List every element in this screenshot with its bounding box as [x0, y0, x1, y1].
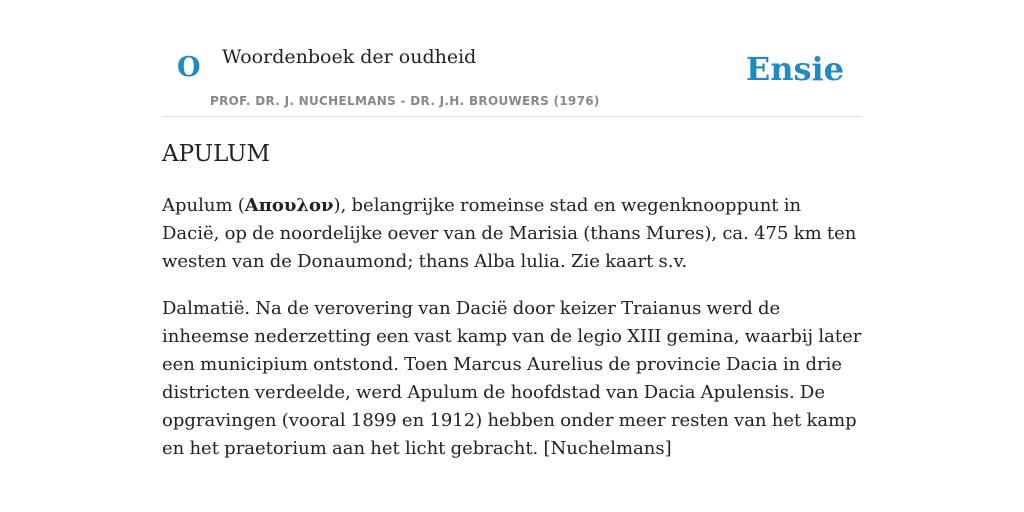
entry-title: APULUM [162, 141, 271, 167]
entry-paragraph-1 [162, 192, 862, 276]
dictionary-entry-page [162, 0, 862, 512]
dictionary-header [162, 0, 862, 117]
paragraph-1-intro: Apulum ( [162, 195, 245, 216]
letter-index-link[interactable]: O [177, 52, 201, 83]
dictionary-authors: PROF. DR. J. NUCHELMANS - DR. J.H. BROUWERS (1976) [210, 94, 600, 108]
dictionary-title[interactable]: Woordenboek der oudheid [222, 46, 477, 68]
greek-name: Απουλον [244, 195, 334, 216]
ensie-logo[interactable]: Ensie [745, 50, 844, 88]
entry-paragraph-2: Dalmatië. Na de verovering van Dacië door keizer Traianus werd de inheemse nederzetting een vast kamp van de legio XIII gemina, waarbij later een municipium ontstond. Toen Marcus Aurelius de provincie Dacia in drie districten verdeelde, werd Apulum de hoofdstad van Dacia Apulensis. De opgravingen (vooral 1899 en 1912) hebben onder meer resten van het kamp en het praetorium aan het licht gebracht. [Nuchelmans] [162, 298, 862, 459]
paragraph-1-body: ), belangrijke romeinse stad en wegenknooppunt in Dacië, op de noordelijke oever van de Marisia (thans Mures), ca. 475 km ten westen van de Donaumond; thans Alba lulia. Zie kaart s.v. [162, 195, 857, 272]
